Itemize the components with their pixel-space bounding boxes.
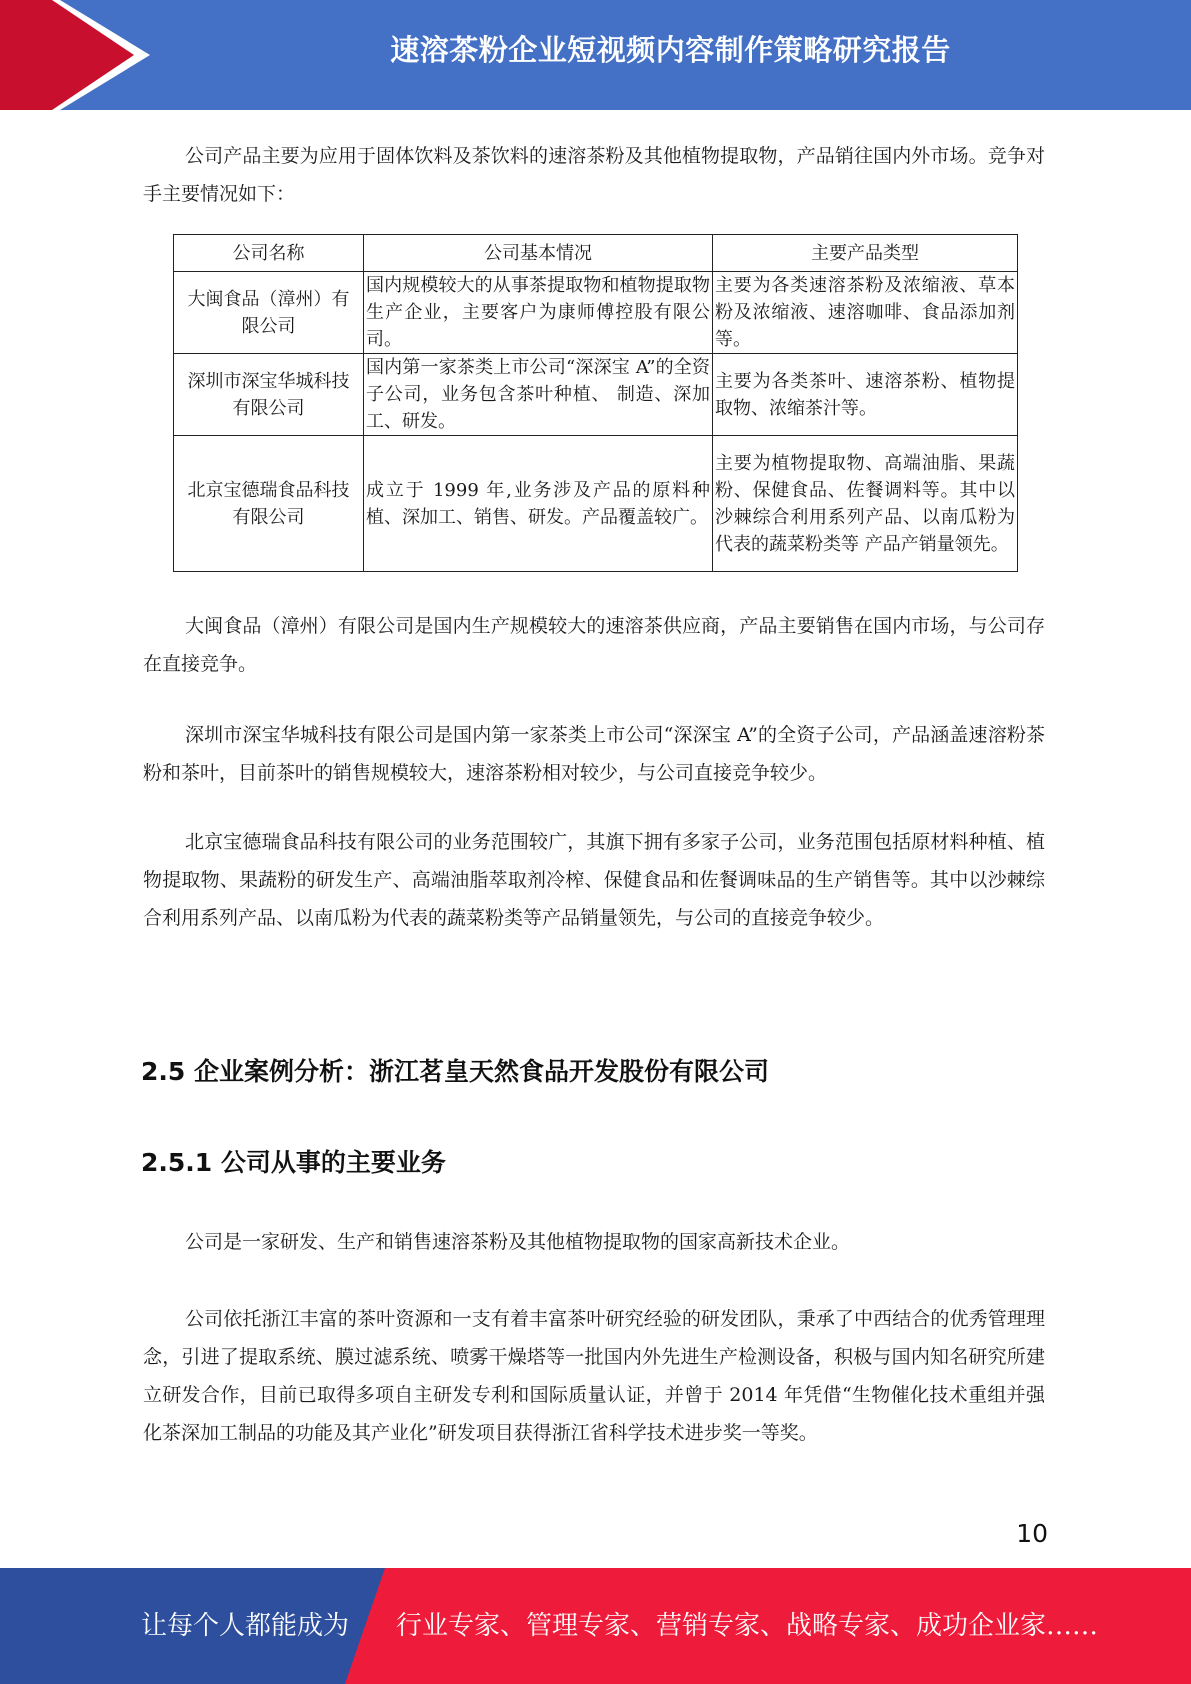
chevron-logo-icon bbox=[0, 0, 160, 110]
table-row bbox=[174, 354, 1018, 436]
column-header-name: 公司名称 bbox=[174, 235, 364, 272]
competitor-table bbox=[173, 234, 1018, 572]
company-name-cell: 大闽食品（漳州）有限公司 bbox=[174, 272, 364, 354]
company-products-cell: 主要为植物提取物、高端油脂、果蔬粉、保健食品、佐餐调料等。其中以沙棘综合利用系列产品、以南瓜粉为代表的蔬菜粉类等 产品产销量领先。 bbox=[713, 436, 1018, 572]
column-header-description: 公司基本情况 bbox=[364, 235, 713, 272]
company-desc-cell: 成立于 1999 年,业务涉及产品的原料种植、深加工、销售、研发。产品覆盖较广。 bbox=[364, 436, 713, 572]
company-desc-cell: 国内第一家茶类上市公司“深深宝 A”的全资子公司，业务包含茶叶种植、 制造、深加工、研发。 bbox=[364, 354, 713, 436]
page-footer bbox=[0, 1568, 1191, 1684]
page-header bbox=[0, 0, 1191, 110]
report-title: 速溶茶粉企业短视频内容制作策略研究报告 bbox=[390, 33, 951, 67]
section-heading: 2.5 企业案例分析：浙江茗皇天然食品开发股份有限公司 bbox=[141, 1057, 769, 1086]
table-row bbox=[174, 272, 1018, 354]
table-header-row bbox=[174, 235, 1018, 272]
column-header-products: 主要产品类型 bbox=[713, 235, 1018, 272]
company-products-cell: 主要为各类茶叶、速溶茶粉、植物提取物、浓缩茶汁等。 bbox=[713, 354, 1018, 436]
subsection-heading: 2.5.1 公司从事的主要业务 bbox=[141, 1148, 446, 1177]
company-name-cell: 深圳市深宝华城科技有限公司 bbox=[174, 354, 364, 436]
company-name-cell: 北京宝德瑞食品科技有限公司 bbox=[174, 436, 364, 572]
paragraph-baoderui: 北京宝德瑞食品科技有限公司的业务范围较广，其旗下拥有多家子公司，业务范围包括原材料种植、植物提取物、果蔬粉的研发生产、高端油脂萃取剂冷榨、保健食品和佐餐调味品的生产销售等。其中以沙棘综合利用系列产品、以南瓜粉为代表的蔬菜粉类等产品销量领先，与公司的直接竞争较少。 bbox=[143, 831, 1045, 929]
page-number: 10 bbox=[1016, 1519, 1048, 1548]
paragraph-business: 公司是一家研发、生产和销售速溶茶粉及其他植物提取物的国家高新技术企业。 bbox=[185, 1231, 851, 1253]
paragraph-rd: 公司依托浙江丰富的茶叶资源和一支有着丰富茶叶研究经验的研发团队，秉承了中西结合的优秀管理理念，引进了提取系统、膜过滤系统、喷雾干燥塔等一批国内外先进生产检测设备，积极与国内知名研究所建立研发合作，目前已取得多项自主研发专利和国际质量认证，并曾于 2014 年凭借“生物催化技术重组并强化茶深加工制品的功能及其产业化”研发项目获得浙江省科学技术进步奖一等奖。 bbox=[143, 1308, 1045, 1444]
paragraph-damin: 大闽食品（漳州）有限公司是国内生产规模较大的速溶茶供应商，产品主要销售在国内市场，与公司存在直接竞争。 bbox=[143, 615, 1045, 675]
footer-slogan-right: 行业专家、管理专家、营销专家、战略专家、成功企业家…… bbox=[396, 1611, 1099, 1641]
paragraph-shenbao: 深圳市深宝华城科技有限公司是国内第一家茶类上市公司“深深宝 A”的全资子公司，产品涵盖速溶粉茶粉和茶叶，目前茶叶的销售规模较大，速溶茶粉相对较少，与公司直接竞争较少。 bbox=[143, 724, 1045, 784]
table-row bbox=[174, 436, 1018, 572]
footer-slogan-left: 让每个人都能成为 bbox=[141, 1611, 350, 1641]
intro-paragraph: 公司产品主要为应用于固体饮料及茶饮料的速溶茶粉及其他植物提取物，产品销往国内外市场。竞争对手主要情况如下： bbox=[143, 145, 1045, 205]
company-products-cell: 主要为各类速溶茶粉及浓缩液、草本粉及浓缩液、速溶咖啡、食品添加剂等。 bbox=[713, 272, 1018, 354]
company-desc-cell: 国内规模较大的从事茶提取物和植物提取物生产企业，主要客户为康师傅控股有限公司。 bbox=[364, 272, 713, 354]
